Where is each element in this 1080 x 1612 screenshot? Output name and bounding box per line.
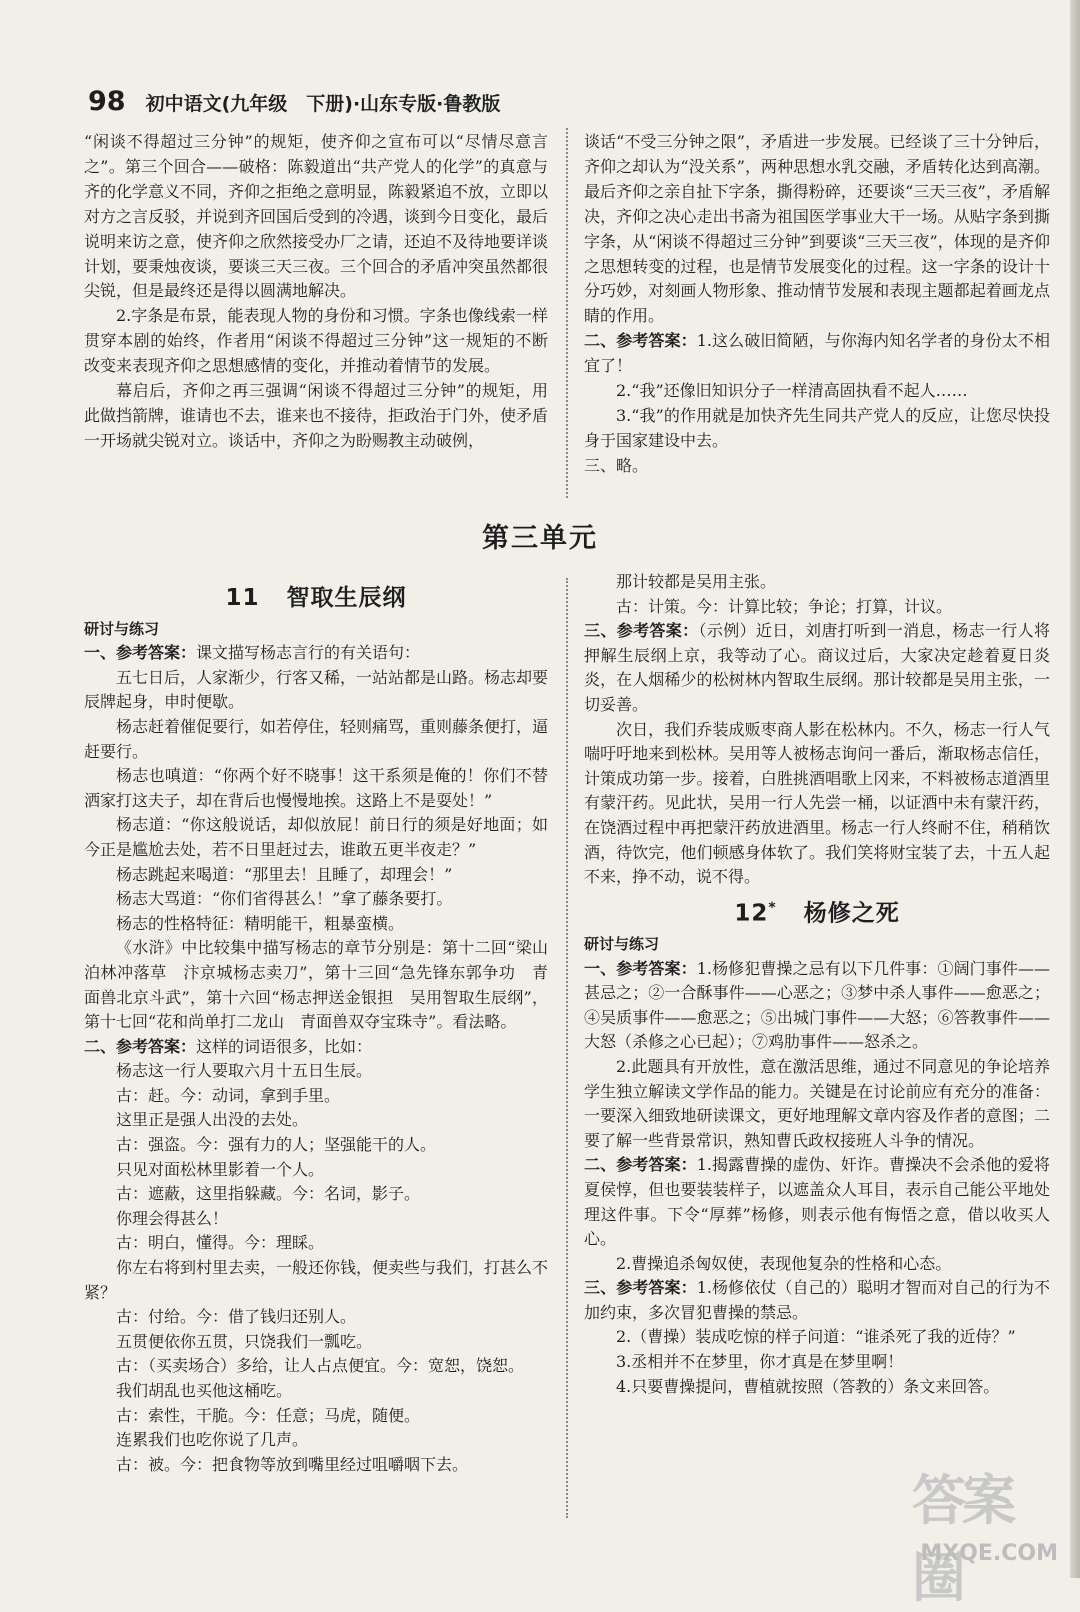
lesson-11-title [84,586,548,611]
paragraph: 2.曹操追杀匈奴使，表现他复杂的性格和心态。 [616,1253,952,1273]
answer-line: 三、略。 [584,455,649,475]
example-sentence: 我们胡乱也买他这桶吃。 [116,1381,293,1400]
section-heading: 研讨与练习 [84,619,160,638]
answer-text: 1.杨修依仗（自己的）聪明才智而对自己的行为不加约束，多次冒犯曹操的禁忌。 [584,1278,1050,1322]
watermark-logo: 答案圈 [912,1469,1012,1609]
answer-text: 课文描写杨志言行的有关语句： [196,643,421,663]
answer-label: 一、参考答案： [584,958,697,978]
example-sentence: 只见对面松林里影着一个人。 [116,1159,325,1179]
quote: 杨志道：“你这般说话，却似放屁！前日行的须是好地面；如今正是尴尬去处，若不日里赶过去，谁敢五更半夜走？” [84,815,548,859]
answer-line: 3.丞相并不在梦里，你才真是在梦里啊！ [616,1352,904,1372]
quote: 杨志大骂道：“你们省得甚么！”拿了藤条要打。 [116,889,453,909]
paragraph: 谈话“不受三分钟之限”，矛盾进一步发展。已经谈了三十分钟后，齐仰之却认为“没关系”，两种思想水乳交融，矛盾转化达到高潮。最后齐仰之亲自扯下字条，撕得粉碎，还要谈“三天三夜”，矛盾解决，齐仰之决心走出书斋为祖国医学事业大干一场。从贴字条到撕字条，从“闲谈不得超过三分钟”到要谈“三天三夜”，体现的是齐仰之思想转变的过程，也是情节发展变化的过程。这一字条的设计十分巧妙，对刻画人物形象、推动情节发展和表现主题都起着画龙点睛的作用。 [584,132,1050,326]
quote: 杨志赶着催促要行，如若停住，轻则痛骂，重则藤条便打，逼赶要行。 [84,716,549,761]
answer-line [84,641,548,666]
lesson-11-column [84,582,548,1477]
answer-label: 二、参考答案： [84,1036,197,1056]
paragraph: 幕启后，齐仰之再三强调“闲谈不得超过三分钟”的规矩，用此做挡箭牌，谁请也不去，谁来也不接待，拒政治于门外，使矛盾一开场就尖锐对立。谈话中，齐仰之为盼赐教主动破例， [84,381,549,450]
example-gloss: 古：明白，懂得。今：理睬。 [116,1233,325,1253]
answer-label: 二、参考答案： [584,1155,697,1175]
answer-text: 这样的词语很多，比如： [196,1036,373,1056]
section-heading: 研讨与练习 [584,934,660,953]
lesson-number: 11 [225,585,260,611]
example-gloss: 古：（买卖场合）多给，让人占点便宜。今：宽恕，饶恕。 [116,1356,525,1376]
answer-line [584,957,1050,1055]
answer-line [584,619,1050,717]
answer-label: 二、参考答案： [584,331,697,351]
unit-title: 第三单元 [482,523,598,554]
example-sentence: 你理会得甚么！ [116,1208,229,1228]
watermark-url: MXQE.COM [920,1541,1058,1566]
page-spine-shadow [1070,0,1080,1578]
top-right-column [584,130,1050,479]
paragraph: 次日，我们乔装成贩枣商人影在松林内。不久，杨志一行人气喘吁吁地来到松林。吴用等人被杨志询问一番后，渐取杨志信任，计策成功第一步。接着，白胜挑酒唱歌上冈来，不料被杨志道酒里有蒙汗药。见此状，吴用一行人先尝一桶，以证酒中未有蒙汗药，在饶酒过程中再把蒙汗药放进酒里。杨志一行人终耐不住，稍稍饮酒，待饮完，他们顿感身体软了。我们笑将财宝装了去，十五人起不来，挣不动，说不得。 [584,719,1050,887]
example-gloss: 古：赶。今：动词，拿到手里。 [116,1085,341,1105]
example-sentence: 五贯便依你五贯，只饶我们一瓢吃。 [116,1331,373,1351]
answer-line: 4.只要曹操提问，曹植就按照（答教的）条文来回答。 [616,1376,1000,1396]
answer-line: 3.“我”的作用就是加快齐先生同共产党人的反应，让您尽快投身于国家建设中去。 [584,405,1050,450]
answer-text: 1.杨修犯曹操之忌有以下几件事：①阔门事件——甚忌之；②一合酥事件——心恶之；③梦中杀人事件——愈恶之；④吴质事件——愈恶之；⑤出城门事件——大怒；⑥答教事件——大怒（杀修之心已起）；⑦鸡肋事件——怒杀之。 [584,958,1050,1052]
lesson-name: 智取生辰纲 [286,585,407,611]
lesson-name: 杨修之死 [803,900,900,927]
example-sentence: 那计较都是吴用主张。 [616,572,777,591]
answer-label: 三、参考答案： [584,621,699,641]
answer-line [584,1153,1050,1251]
paragraph: “闲谈不得超过三分钟”的规矩，使齐仰之宣布可以“尽情尽意言之”。第三个回合——破格：陈毅道出“共产党人的化学”的真意与齐的化学意义不同，齐仰之拒绝之意明显，陈毅紧追不放，立即以对方之言反驳，并说到齐回国后受到的冷遇，谈到今日变化，最后说明来访之意，使齐仰之欣然接受办厂之请，还迫不及待地要详谈计划，要秉烛夜谈，要谈三天三夜。三个回合的矛盾冲突虽然都很尖锐，但是最终还是得以圆满地解决。 [84,132,549,301]
paragraph: 2.此题具有开放性，意在激活思维，通过不同意见的争论培养学生独立解读文学作品的能力。关键是在讨论前应有充分的准备：一要深入细致地研读课文，更好地理解文章内容及作者的意图；二要了解一些背景常识，熟知曹氏政权接班人斗争的情况。 [584,1056,1050,1150]
page-number: 98 [88,86,126,117]
paragraph: 《水浒》中比较集中描写杨志的章节分别是：第十二回“梁山泊林冲落草 汴京城杨志卖刀”，第十三回“急先锋东郭争功 青面兽北京斗武”，第十六回“杨志押送金银担 吴用智取生辰纲”，第十七回“花和尚单打二龙山 青面兽双夺宝珠寺”。看法略。 [84,938,548,1032]
paragraph: 2.字条是布景，能表现人物的身份和习惯。字条也像线索一样贯穿本剧的始终，作者用“闲谈不得超过三分钟”这一规矩的不断改变来表现齐仰之思想感情的变化，并推动着情节的发展。 [84,306,548,376]
example-gloss: 古：遮蔽，这里指躲藏。今：名词，影子。 [116,1184,421,1204]
book-title: 初中语文(九年级 下册)·山东专版·鲁教版 [145,93,501,115]
answer-line: 2.（曹操）装成吃惊的样子问道：“谁杀死了我的近侍？” [616,1327,1016,1347]
quote: 杨志也嗔道：“你两个好不晓事！这干系须是俺的！你们不替洒家打这夫子，却在背后也慢慢地挨。这路上不是耍处！” [84,766,548,810]
example-sentence: 杨志这一行人要取六月十五日生辰。 [116,1061,373,1081]
example-sentence: 这里正是强人出没的去处。 [116,1110,309,1130]
answer-line: 2.“我”还像旧知识分子一样清高固执看不起人…… [616,381,968,401]
column-divider [566,578,568,1518]
lesson-12-title [584,896,1050,926]
example-gloss: 古：被。今：把食物等放到嘴里经过咀嚼咽下去。 [116,1454,469,1474]
answer-label: 三、参考答案： [584,1278,697,1298]
example-sentence: 连累我们也吃你说了几声。 [116,1430,309,1450]
top-left-column [84,130,548,454]
answer-text: 1.揭露曹操的虚伪、奸诈。曹操决不会杀他的爱将夏侯惇，但也要装装样子，以遮盖众人耳目，表示自己能公平地处理这件事。下令“厚葬”杨修，则表示他有悔悟之意，借以收买人心。 [584,1155,1050,1249]
example-sentence: 你左右将到村里去卖，一般还你钱，便卖些与我们，打甚么不紧？ [84,1258,549,1302]
answer-label: 一、参考答案： [84,643,197,663]
quote: 杨志跳起来喝道：“那里去！且睡了，却理会！” [116,864,453,884]
answer-text: （示例）近日，刘唐打听到一消息，杨志一行人将押解生辰纲上京，我等动了心。商议过后，大家决定趁着夏日炎炎，在人烟稀少的松树林内智取生辰纲。那计较都是吴用主张，一切妥善。 [584,621,1050,714]
example-gloss: 古：索性，干脆。今：任意；马虎，随便。 [116,1405,421,1425]
optional-star: * [768,899,777,916]
quote: 五七日后，人家渐少，行客又稀，一站站都是山路。杨志却要辰牌起身，申时便歇。 [84,667,549,712]
answer-line [584,329,1050,379]
lesson-11-12-right-column [584,570,1050,1399]
column-divider [566,128,568,498]
page-header [88,86,500,120]
example-gloss: 古：计策。今：计算比较；争论；打算，计议。 [616,596,953,616]
lesson-number: 12 [734,900,769,927]
paragraph: 杨志的性格特征：精明能干，粗暴蛮横。 [116,913,405,933]
answer-line [584,1276,1050,1325]
answer-line [84,1035,548,1060]
example-gloss: 古：付给。今：借了钱归还别人。 [116,1307,357,1327]
site-watermark [912,1458,1062,1609]
answer-text: 1.这么破旧简陋，与你海内知名学者的身份太不相宜了！ [584,331,1050,376]
example-gloss: 古：强盗。今：强有力的人；坚强能干的人。 [116,1135,437,1155]
